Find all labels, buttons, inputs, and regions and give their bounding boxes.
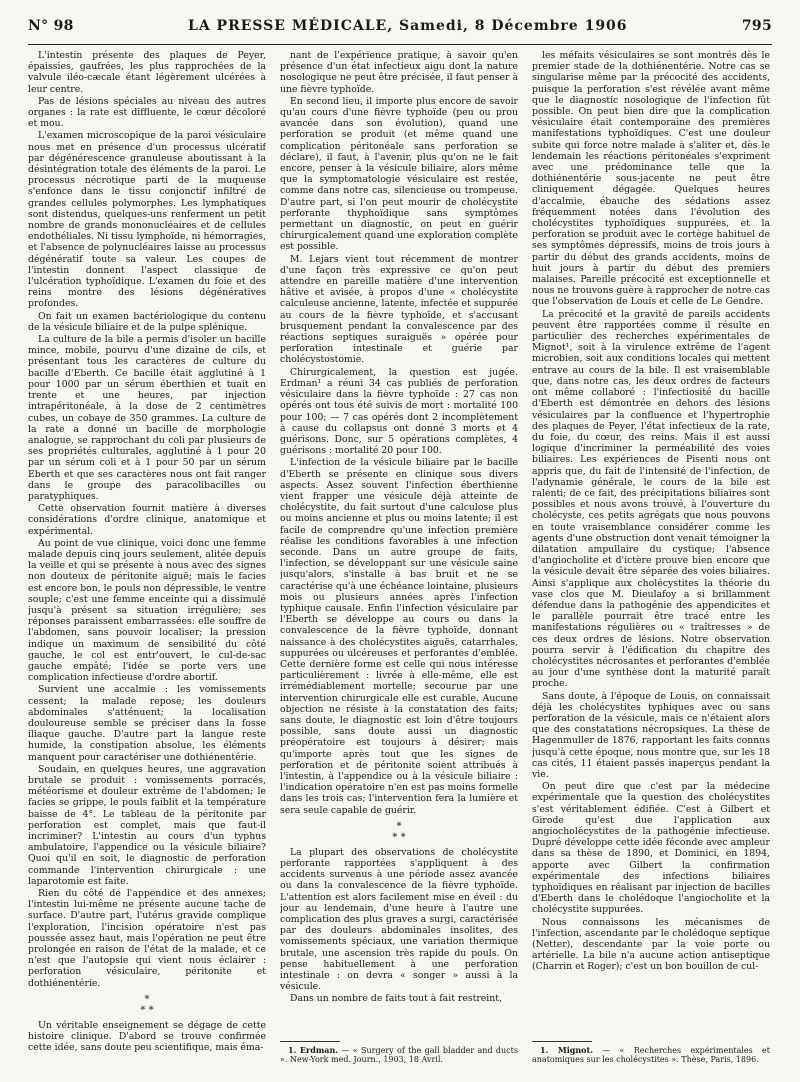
- paragraph: nant de l'expérience pratique, à savoir qu'en présence d'un état infectieux aigu dont la nature nosologique ne peut être précisée, il faut penser à une fièvre typhoïde.: [280, 50, 518, 95]
- section-separator: * * *: [140, 993, 154, 1016]
- paragraph: Cette observation fournit matière à diverses considérations d'ordre clinique, anatomique et expérimental.: [28, 503, 266, 537]
- footnote-text: — « Recherches expérimentales et anatomiques sur les cholécystites ». Thèse, Paris, 1896.: [532, 1045, 770, 1065]
- column-1-body: [28, 50, 266, 1065]
- paragraph: Survient une accalmie : les vomissements cessent; la malade repose; les douleurs abdominales s'atténuent; la localisation douloureuse semble se préciser dans la fosse iliaque gauche. D'autre part la langue reste humide, la constipation absolue, les éléments manquent pour caractériser une dothiénentérie.: [28, 684, 266, 763]
- footnote: [280, 1046, 518, 1065]
- paragraph: Nous connaissons les mécanismes de l'infection, ascendante par le cholédoque septique (Netter), descendante par la voie porte ou artérielle. La bile n'a aucune action antiseptique (Charrin et Roger); c'est un bon bouillon de cul-: [532, 916, 770, 973]
- paragraph: La plupart des observations de cholécystite perforante rapportées s'appliquent à des accidents survenus à une période assez avancée ou dans la convalescence de la fièvre typhoïde. L'attention est alors facilement mise en éveil : du jour au lendemain, d'une heure à l'autre une complication des plus graves a surgi, caractérisée par des douleurs abdominales insolites, des vomissements spéciaux, une variation thermique brutale, une ascension très rapide du pouls. On pense habituellement à une perforation intestinale : on devra « songer » aussi à la vésicule.: [280, 846, 518, 993]
- footnote-rule: [532, 1041, 592, 1042]
- paragraph: L'examen microscopique de la paroi vésiculaire nous met en présence d'un processus ulcératif par dégénérescence granuleuse aboutissant à la désintégration totale des éléments de la paroi. Le processus nécrotique parti de la muqueuse s'enfonce dans le tissu conjonctif infiltré de grandes cellules polymorphes. Les lymphatiques sont distendus, quelques-uns renferment un petit nombre de grands mononucléaires et de cellules endothéliales. Ni tissu lymphoïde, ni hémorragies, et l'absence de polynucléaires laisse au processus dégénératif toute sa valeur. Les coupes de l'intestin donnent l'aspect classique de l'ulcération typhoïdique. L'examen du foie et des reins montre des lésions dégénératives profondes.: [28, 130, 266, 310]
- paragraph: L'intestin présente des plaques de Peyer, épaissies, gaufrées, les plus rapprochées de la valvule iléo-cæcale étant légèrement ulcérées à leur centre.: [28, 50, 266, 95]
- paragraph: L'infection de la vésicule biliaire par le bacille d'Eberth se présente en clinique sous divers aspects. Assez souvent l'infection éberthienne vient frapper une vésicule déjà atteinte de cholécystite, du fait surtout d'une calculose plus ou moins ancienne et plus ou moins latente; il est facile de comprendre qu'une infection première réalise les conditions favorables à une infection seconde. Dans un autre groupe de faits, l'infection, se développant sur une vésicule saine jusqu'alors, s'installe à bas bruit et ne se caractérise qu'à une échéance lointaine, plusieurs mois ou plusieurs années après l'infection typhique causale. Enfin l'infection vésiculaire par l'Eberth se développe au cours ou dans la convalescence de la fièvre typhoïde, donnant naissance à des cholécystites aiguës, catarrhales, suppurées ou ulcéreuses et perforantes d'emblée. Cette dernière forme est celle qui nous intéresse particulièrement : livrée à elle-même, elle est irrémédiablement mortelle; secourue par une intervention chirurgicale elle est curable. Aucune objection ne résiste à la constatation des faits; sans doute, le diagnostic est loin d'être toujours possible, sans doute aussi un diagnostic préopératoire est toujours à désirer; mais qu'importe après tout que les signes de perforation et de péritonite soient attribués à l'intestin, à l'appendice ou à la vésicule biliaire : l'indication opératoire n'en est pas moins formelle dans les trois cas; l'intervention fera la lumière et sera seule capable de guérir.: [280, 457, 518, 816]
- paragraph: M. Lejars vient tout récemment de montrer d'une façon très expressive ce qu'on peut attendre en pareille matière d'une intervention hâtive et avisée, à propos d'une « cholécystite calculeuse ancienne, latente, infectée et suppurée au cours de la fièvre typhoïde, et s'accusant brusquement pendant la convalescence par des réactions septiques suraiguës » opérée pour perforation intestinale et guérie par cholécystostomie.: [280, 253, 518, 366]
- paragraph: En second lieu, il importe plus encore de savoir qu'au cours d'une fièvre typhoïde (peu ou prou avancée dans son évolution), quand une perforation se produit (et même quand une complication péritonéale sans perforation se déclare), il faut, à l'avenir, plus qu'on ne le fait encore, penser à la vésicule biliaire, alors même que la symptomatologie vésiculaire est restée, comme dans notre cas, silencieuse ou trompeuse. D'autre part, si l'on peut mourir de cholécystite perforante thyphoïdique sans symptômes permettant un diagnostic, on peut en guérir chirurgicalement quand une exploration complète est possible.: [280, 95, 518, 253]
- footnote: [532, 1046, 770, 1065]
- paragraph: On peut dire que c'est par la médecine expérimentale que la question des cholécystites s'est véritablement édifiée. C'est à Gilbert et Girode qu'est due l'application aux angiocholécystites de la pathogénie infectieuse. Dupré développe cette idée féconde avec ampleur dans sa thèse de 1890, et Dominici, en 1894, apporte avec Gilbert la confirmation expérimentale des infections biliaires typhoïdiques en réalisant par injection de bacilles d'Eberth dans le cholédoque l'angiocholite et la cholécystite suppurées.: [532, 781, 770, 916]
- paragraph: Dans un nombre de faits tout à fait restreint,: [290, 993, 502, 1005]
- paragraph: La précocité et la gravité de pareils accidents peuvent être rapportées comme il résulte en particulier des recherches expérimentales de Mignot¹, soit à la virulence extrême de l'agent microbien, soit aux conditions locales qui mettent entrave au cours de la bile. Il est vraisemblable que, dans notre cas, les deux ordres de facteurs ont même collaboré : l'infectiosité du bacille d'Eberth est démontrée en dehors des lésions vésiculaires par la confluence et l'hypertrophie des plaques de Peyer, l'état infectieux de la rate, du foie, du cœur, des reins. Mais il est aussi logique d'incriminer la perméabilité des voies biliaires. Les expériences de Pisenti nous ont appris que, du fait de l'intensité de l'infection, de l'adynamie générale, le cours de la bile est ralenti; de ce fait, des précipitations biliaires sont possibles et nous avons trouvé, à l'ouverture du cholécyste, ces petits agrégats que nous pouvons en toute vraisemblance considérer comme les agents d'une obstruction dont venait témoigner la dilatation ampullaire du cystique; l'absence d'angiocholite et d'ictère prouve bien encore que la vésicule devait être séparée des voies biliaires. Ainsi s'applique aux cholécystites la théorie du vase clos que M. Dieulafoy a si brillamment défendue dans la pathogénie des appendicites et le parallèle pourrait être tracé entre les manifestations régulières ou « traîtresses » de ces deux ordres de lésions. Notre observation pourra servir à l'édification du chapitre des cholécystites nécrosantes et perforantes d'emblée au jour d'une synthèse dont la maturité paraît proche.: [532, 308, 770, 690]
- footnote-rule: [280, 1041, 340, 1042]
- paragraph: Pas de lésions spéciales au niveau des autres organes : la rate est diffluente, le cœur décoloré et mou.: [28, 95, 266, 130]
- paragraph: On fait un examen bactériologique du contenu de la vésicule biliaire et de la pulpe splénique.: [28, 310, 266, 333]
- paragraph: Au point de vue clinique, voici donc une femme malade depuis cinq jours seulement, alitée depuis la veille et qui se présente à nous avec des signes non douteux de péritonite aiguë; mais le facies est encore bon, le pouls non dépressible, le ventre souple; c'est une femme enceinte qui a dissimulé jusqu'à présent sa situation irrégulière; ses réponses paraissent embarrassées: elle souffre de l'abdomen, sans pouvoir localiser; la pression indique un maximum de sensibilité du côté gauche, le col est entr'ouvert, le cul-de-sac gauche empâté; l'idée se porte vers une complication infectieuse d'ordre abortif.: [28, 537, 266, 684]
- footnote-label: 1. Mignot.: [540, 1044, 593, 1055]
- header-rule: [28, 44, 772, 45]
- paragraph: La culture de la bile a permis d'isoler un bacille mince, mobile, pourvu d'une dizaine de cils, et présentant tous les caractères de culture du bacille d'Eberth. Ce bacille était agglutiné à 1 pour 1000 par un sérum éberthien et tuait en trente et une heures, par injection intrapéritonéale, à la dose de 2 centimètres cubes, un cobaye de 350 grammes. La culture de la rate a donné un bacille de morphologie analogue, se rapprochant du coli par plusieurs de ses propriétés culturales, agglutiné à 1 pour 20 par un sérum coli et à 1 pour 50 par un sérum Eberth et que ses caractères nous ont fait ranger dans le groupe des paracolibacilles ou paratyphiques.: [28, 334, 266, 502]
- footnote-label: 1. Erdman.: [288, 1044, 339, 1055]
- article-columns: [28, 50, 772, 1065]
- column-2: [280, 50, 518, 1065]
- footnote-text: — « Surgery of the gall bladder and ducts ». New-York med. Journ., 1903, 18 Avril.: [280, 1045, 518, 1065]
- paragraph: les méfaits vésiculaires se sont montrés dès le premier stade de la dothiénentérie. Notre cas se singularise même par la précocité des accidents, puisque la perforation s'est révélée avant même que le diagnostic nosologique de l'infection fût possible. On peut bien dire que la complication vésiculaire était contemporaine des premières manifestations typhoïdiques. C'est une douleur subite qui force notre malade à s'aliter et, dès le lendemain les réactions péritonéales s'expriment avec une prédominance telle que la dothiénentérie sous-jacente ne peut être cliniquement dégagée. Quelques heures d'accalmie, ébauche des sédations assez fréquemment notées dans l'évolution des cholécystites typhoïdiques suppurées, et la perforation se produit avec le cortège habituel de ses symptômes dépressifs, moins de trois jours à partir du début des grands accidents, moins de huit jours à partir du début des premiers malaises. Pareille précocité est exceptionnelle et nous ne trouvons guère à rapprocher de notre cas que l'observation de Louis et celle de Le Gendre.: [532, 50, 770, 308]
- paragraph: Sans doute, à l'époque de Louis, on connaissait déjà les cholécystites typhiques avec ou sans perforation de la vésicule, mais ce n'étaient alors que des constatations nécropsiques. La thèse de Hagenmuller de 1876, rapportant les faits connus jusqu'à cette époque, nous montre que, sur les 18 cas cités, 11 étaient passés inaperçus pendant la vie.: [532, 690, 770, 780]
- column-2-body: [280, 50, 518, 1035]
- paragraph: Chirurgicalement, la question est jugée. Erdman¹ a réuni 34 cas publiés de perforation vésiculaire dans la fièvre typhoïde : 27 cas non opérés ont tous été suivis de mort : mortalité 100 pour 100; — 7 cas opérés dont 2 incomplètement à cause du collapsus ont donné 3 morts et 4 guérisons. Donc, sur 5 opérations complètes, 4 guérisons : mortalité 20 pour 100.: [280, 366, 518, 457]
- column-3-body: [532, 50, 770, 1035]
- page-number: 795: [741, 18, 772, 34]
- page-header: [28, 18, 772, 40]
- column-1: [28, 50, 266, 1065]
- issue-number: N° 98: [28, 18, 74, 34]
- paragraph: Rien du côté de l'appendice et des annexes; l'intestin lui-même ne présente aucune tache de surface. D'autre part, l'utérus gravide complique l'exploration, l'incision opératoire n'est pas poussée assez haut, mais l'opération ne peut être prolongée en raison de l'état de la malade, et ce n'est que l'autopsie qui vient nous éclairer : perforation vésiculaire, péritonite et dothiénentérie.: [28, 888, 266, 989]
- section-separator: * * *: [392, 820, 406, 843]
- column-3: [532, 50, 770, 1065]
- journal-title: LA PRESSE MÉDICALE, Samedi, 8 Décembre 1906: [187, 18, 628, 34]
- paragraph: Soudain, en quelques heures, une aggravation brutale se produit : vomissements porracés, météorisme et douleur extrême de l'abdomen; le facies se grippe, le pouls faiblit et la température baisse de 4°. Le tableau de la péritonite par perforation est complet, mais que faut-il incriminer? L'intestin au cours d'un typhus ambulatoire, l'appendice ou la vésicule biliaire? Quoi qu'il en soit, le diagnostic de perforation commande l'intervention chirurgicale : une laparotomie est faite.: [28, 763, 266, 887]
- paragraph: Un véritable enseignement se dégage de cette histoire clinique. D'abord se trouve confirmée cette idée, sans doute peu scientifique, mais éma-: [28, 1019, 266, 1054]
